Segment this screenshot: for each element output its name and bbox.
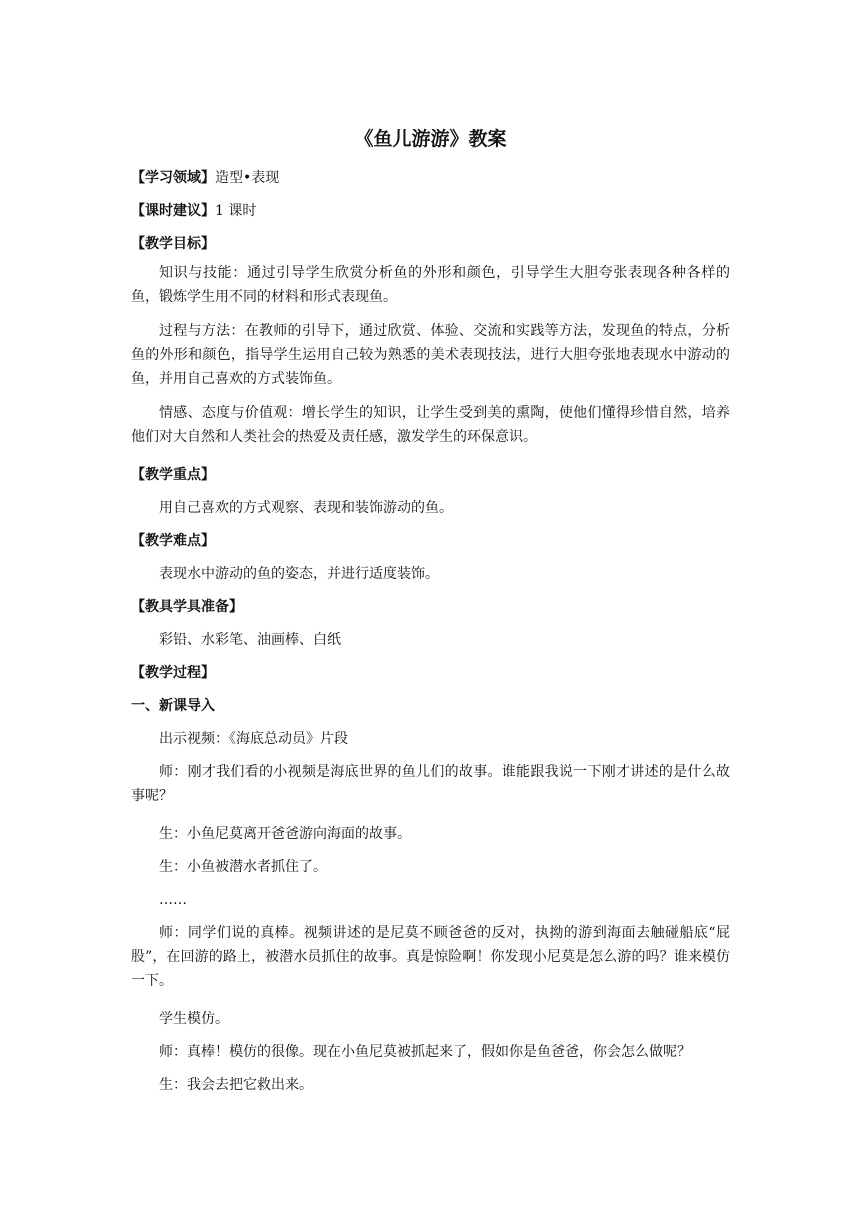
materials-text: 彩铅、水彩笔、油画棒、白纸 [159, 632, 341, 648]
learning-field-label: 【学习领域】 [131, 170, 215, 186]
goal-process: 过程与方法：在教师的引导下，通过欣赏、体验、交流和实践等方法，发现鱼的特点，分析鱼的外形和颜色，指导学生运用自己较为熟悉的美术表现技法，进行大胆夸张地表现水中游动的鱼，并用自己喜欢的方式装饰鱼。 [131, 323, 730, 387]
process-heading: 【教学过程】 [131, 665, 215, 681]
process-line: 学生模仿。 [159, 1011, 229, 1027]
class-hours-value: 1 课时 [215, 203, 257, 219]
process-line: 生：小鱼尼莫离开爸爸游向海面的故事。 [159, 826, 411, 842]
goal-emotion: 情感、态度与价值观：增长学生的知识，让学生受到美的熏陶，使他们懂得珍惜自然，培养他们对大自然和人类社会的热爱及责任感，激发学生的环保意识。 [131, 405, 730, 445]
process-line: 师：同学们说的真棒。视频讲述的是尼莫不顾爸爸的反对，执拗的游到海面去触碰船底“屁股”，在回游的路上，被潜水员抓住的故事。真是惊险啊！你发现小尼莫是怎么游的吗？谁来模仿一下。 [131, 925, 730, 989]
key-points-heading: 【教学重点】 [131, 467, 215, 483]
process-line: 生：我会去把它救出来。 [159, 1077, 313, 1093]
class-hours-line [131, 195, 730, 228]
key-points-text: 用自己喜欢的方式观察、表现和装饰游动的鱼。 [159, 500, 453, 516]
difficulties-heading: 【教学难点】 [131, 533, 215, 549]
goal-knowledge: 知识与技能：通过引导学生欣赏分析鱼的外形和颜色，引导学生大胆夸张表现各种各样的鱼，锻炼学生用不同的材料和形式表现鱼。 [131, 265, 730, 305]
process-line: 出示视频：《海底总动员》片段 [159, 731, 348, 747]
document-title: 《鱼儿游游》教案 [354, 128, 507, 150]
lesson-plan-page [131, 120, 730, 1102]
learning-field-line [131, 162, 730, 195]
process-line: …… [159, 892, 187, 908]
learning-field-value: 造型•表现 [215, 170, 280, 186]
process-line: 生：小鱼被潜水者抓住了。 [159, 859, 327, 875]
goals-heading: 【教学目标】 [131, 236, 215, 252]
materials-heading: 【教具学具准备】 [131, 599, 243, 615]
section-new-lesson-intro: 一、新课导入 [131, 698, 215, 714]
process-line: 师：真棒！模仿的很像。现在小鱼尼莫被抓起来了，假如你是鱼爸爸，你会怎么做呢？ [159, 1044, 691, 1060]
process-line: 师：刚才我们看的小视频是海底世界的鱼儿们的故事。谁能跟我说一下刚才讲述的是什么故事呢？ [131, 764, 730, 804]
difficulties-text: 表现水中游动的鱼的姿态，并进行适度装饰。 [159, 566, 439, 582]
class-hours-label: 【课时建议】 [131, 203, 215, 219]
